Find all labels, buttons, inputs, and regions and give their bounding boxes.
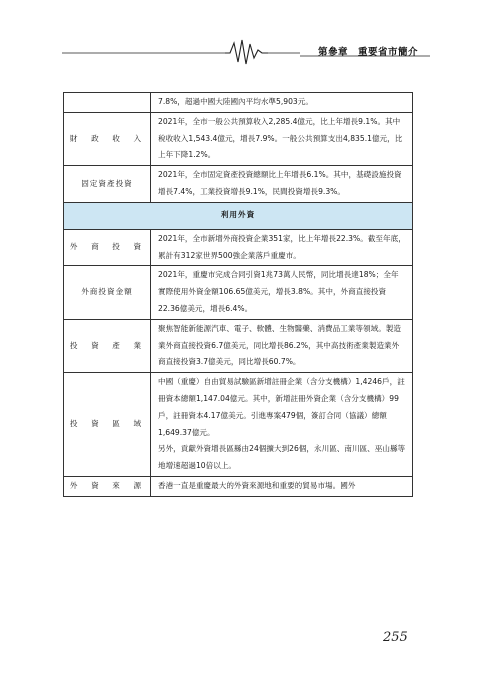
row-value: 2021年，重慶市完成合同引資1兆73萬人民幣，同比增長達18%；全年實際使用外資金額106.65億美元，增長3.8%。其中，外商直接投資22.36億美元，增長6.4%。 [151, 266, 413, 319]
section-heading: 利用外資 [64, 202, 413, 229]
row-value: 2021年，全市一般公共預算收入2,285.4億元，比上年增長9.1%。其中稅收收入1,543.4億元，增長7.9%。一般公共預算支出4,835.1億元，比上年下降1.2%。 [151, 112, 413, 165]
section-row [64, 202, 413, 229]
row-value: 中國（重慶）自由貿易試驗區新增註冊企業（含分支機構）1,4246戶，註冊資本總額1,147.04億元。其中，新增註冊外資企業（含分支機構）99戶，註冊資本4.17億美元。引進專案479個，簽訂合同（協議）總額1,649.37億元。 另外，貢獻外資增長區縣由24個擴大到26個，永川區、南川區、巫山縣等地增速超過10倍以上。 [151, 373, 413, 477]
table-row [64, 112, 413, 165]
table-row [64, 319, 413, 372]
table-row [64, 93, 413, 113]
table-row [64, 266, 413, 319]
row-label: 外商投資金額 [64, 266, 151, 319]
table-row [64, 476, 413, 496]
info-table [63, 92, 413, 497]
row-value: 7.8%，超過中國大陸國內平均水準5,903元。 [151, 93, 413, 113]
chapter-title: 第參章 重要省市簡介 [318, 47, 419, 58]
page-number: 255 [383, 630, 408, 645]
row-value: 聚焦智能新能源汽車、電子、軟體、生物醫藥、消費品工業等領域。製造業外商直接投資6.7億美元，同比增長86.2%，其中高技術產業製造業外商直接投資3.7億美元，同比增長60.7%。 [151, 319, 413, 372]
header-pulse-line-icon [0, 0, 480, 70]
page-header [0, 0, 480, 70]
row-label: 外 商 投 資 [64, 229, 151, 266]
row-label: 財 政 收 入 [64, 112, 151, 165]
row-value: 2021年，全市新增外商投資企業351家，比上年增長22.3%。截至年底，累計有312家世界500強企業落戶重慶市。 [151, 229, 413, 266]
row-label: 外 資 來 源 [64, 476, 151, 496]
table-row [64, 373, 413, 477]
table-row [64, 166, 413, 203]
row-label: 固定資產投資 [64, 166, 151, 203]
table-row [64, 229, 413, 266]
row-value: 香港一直是重慶最大的外資來源地和重要的貿易市場。國外 [151, 476, 413, 496]
row-label: 投 資 區 域 [64, 373, 151, 477]
row-value: 2021年，全市固定資產投資總額比上年增長6.1%。其中，基礎設施投資增長7.4%，工業投資增長9.1%，民間投資增長9.3%。 [151, 166, 413, 203]
row-label: 投 資 產 業 [64, 319, 151, 372]
row-label [64, 93, 151, 113]
